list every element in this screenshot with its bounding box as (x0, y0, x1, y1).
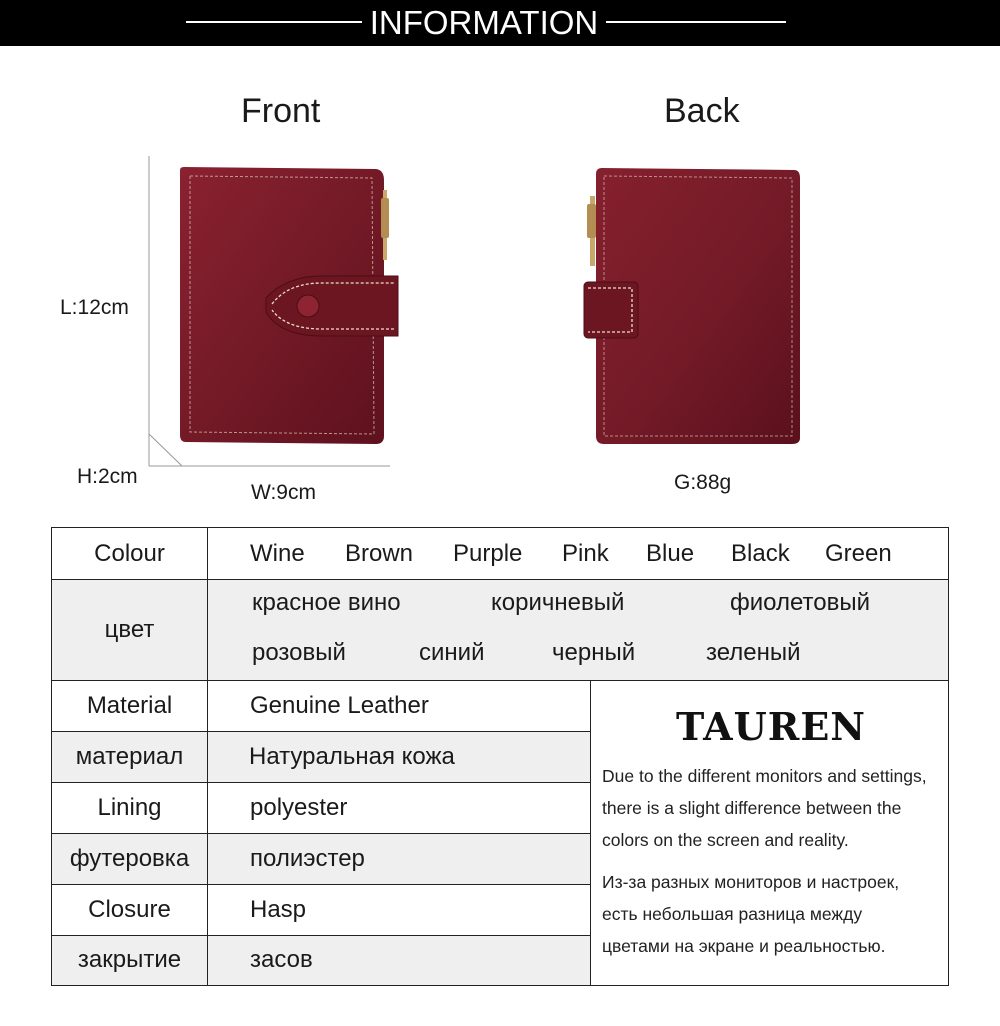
length-label: L:12cm (60, 296, 129, 319)
weight-label: G:88g (674, 471, 732, 494)
front-view-title: Front (241, 92, 321, 130)
colour-option: Black (731, 540, 790, 567)
back-view-title: Back (664, 92, 740, 130)
material-ru-value: Натуральная кожа (249, 742, 455, 770)
material-ru-label: материал (75, 742, 184, 770)
colour-option: Green (825, 540, 892, 567)
note-en-line: Due to the different monitors and settings, (602, 766, 927, 786)
note-en-line: there is a slight difference between the (602, 798, 902, 818)
material-label: Material (86, 691, 173, 719)
tsvet-option: красное вино (252, 589, 401, 616)
colour-option: Wine (250, 540, 305, 567)
material-value: Genuine Leather (250, 691, 429, 719)
tsvet-option: синий (419, 639, 485, 666)
colour-option: Purple (453, 540, 523, 567)
tsvet-option: черный (552, 639, 636, 666)
lining-value: polyester (250, 793, 348, 821)
header-title: INFORMATION (369, 4, 599, 41)
back-wallet-image (578, 160, 808, 450)
lining-ru-label: футеровка (69, 844, 190, 872)
colour-option: Brown (345, 540, 414, 567)
lining-ru-value: полиэстер (250, 844, 365, 872)
note-ru-line: Из-за разных мониторов и настроек, (602, 872, 900, 892)
lining-label: Lining (97, 793, 162, 821)
tsvet-label: цвет (104, 615, 155, 643)
tsvet-option: фиолетовый (730, 589, 871, 616)
note-en-line: colors on the screen and reality. (602, 830, 849, 850)
header-rule-right (606, 21, 786, 23)
colour-label: Colour (94, 539, 165, 567)
colour-option: Blue (646, 540, 695, 567)
closure-ru-value: засов (250, 946, 313, 973)
front-wallet-image (140, 150, 400, 475)
tsvet-option: розовый (252, 639, 346, 666)
brand-logo: TAUREN (675, 704, 867, 749)
header-banner (0, 0, 1000, 46)
closure-ru-label: закрытие (77, 946, 182, 973)
colour-option: Pink (562, 540, 609, 567)
tsvet-option: коричневый (491, 589, 625, 616)
note-ru-line: есть небольшая разница между (602, 904, 863, 924)
spec-table (51, 527, 949, 986)
width-label: W:9cm (251, 481, 316, 504)
closure-label: Closure (88, 895, 171, 923)
tsvet-option: зеленый (706, 639, 801, 666)
closure-value: Hasp (250, 895, 307, 923)
note-ru-line: цветами на экране и реальностью. (602, 936, 886, 956)
header-rule-left (186, 21, 362, 23)
height-label: H:2cm (77, 465, 138, 488)
